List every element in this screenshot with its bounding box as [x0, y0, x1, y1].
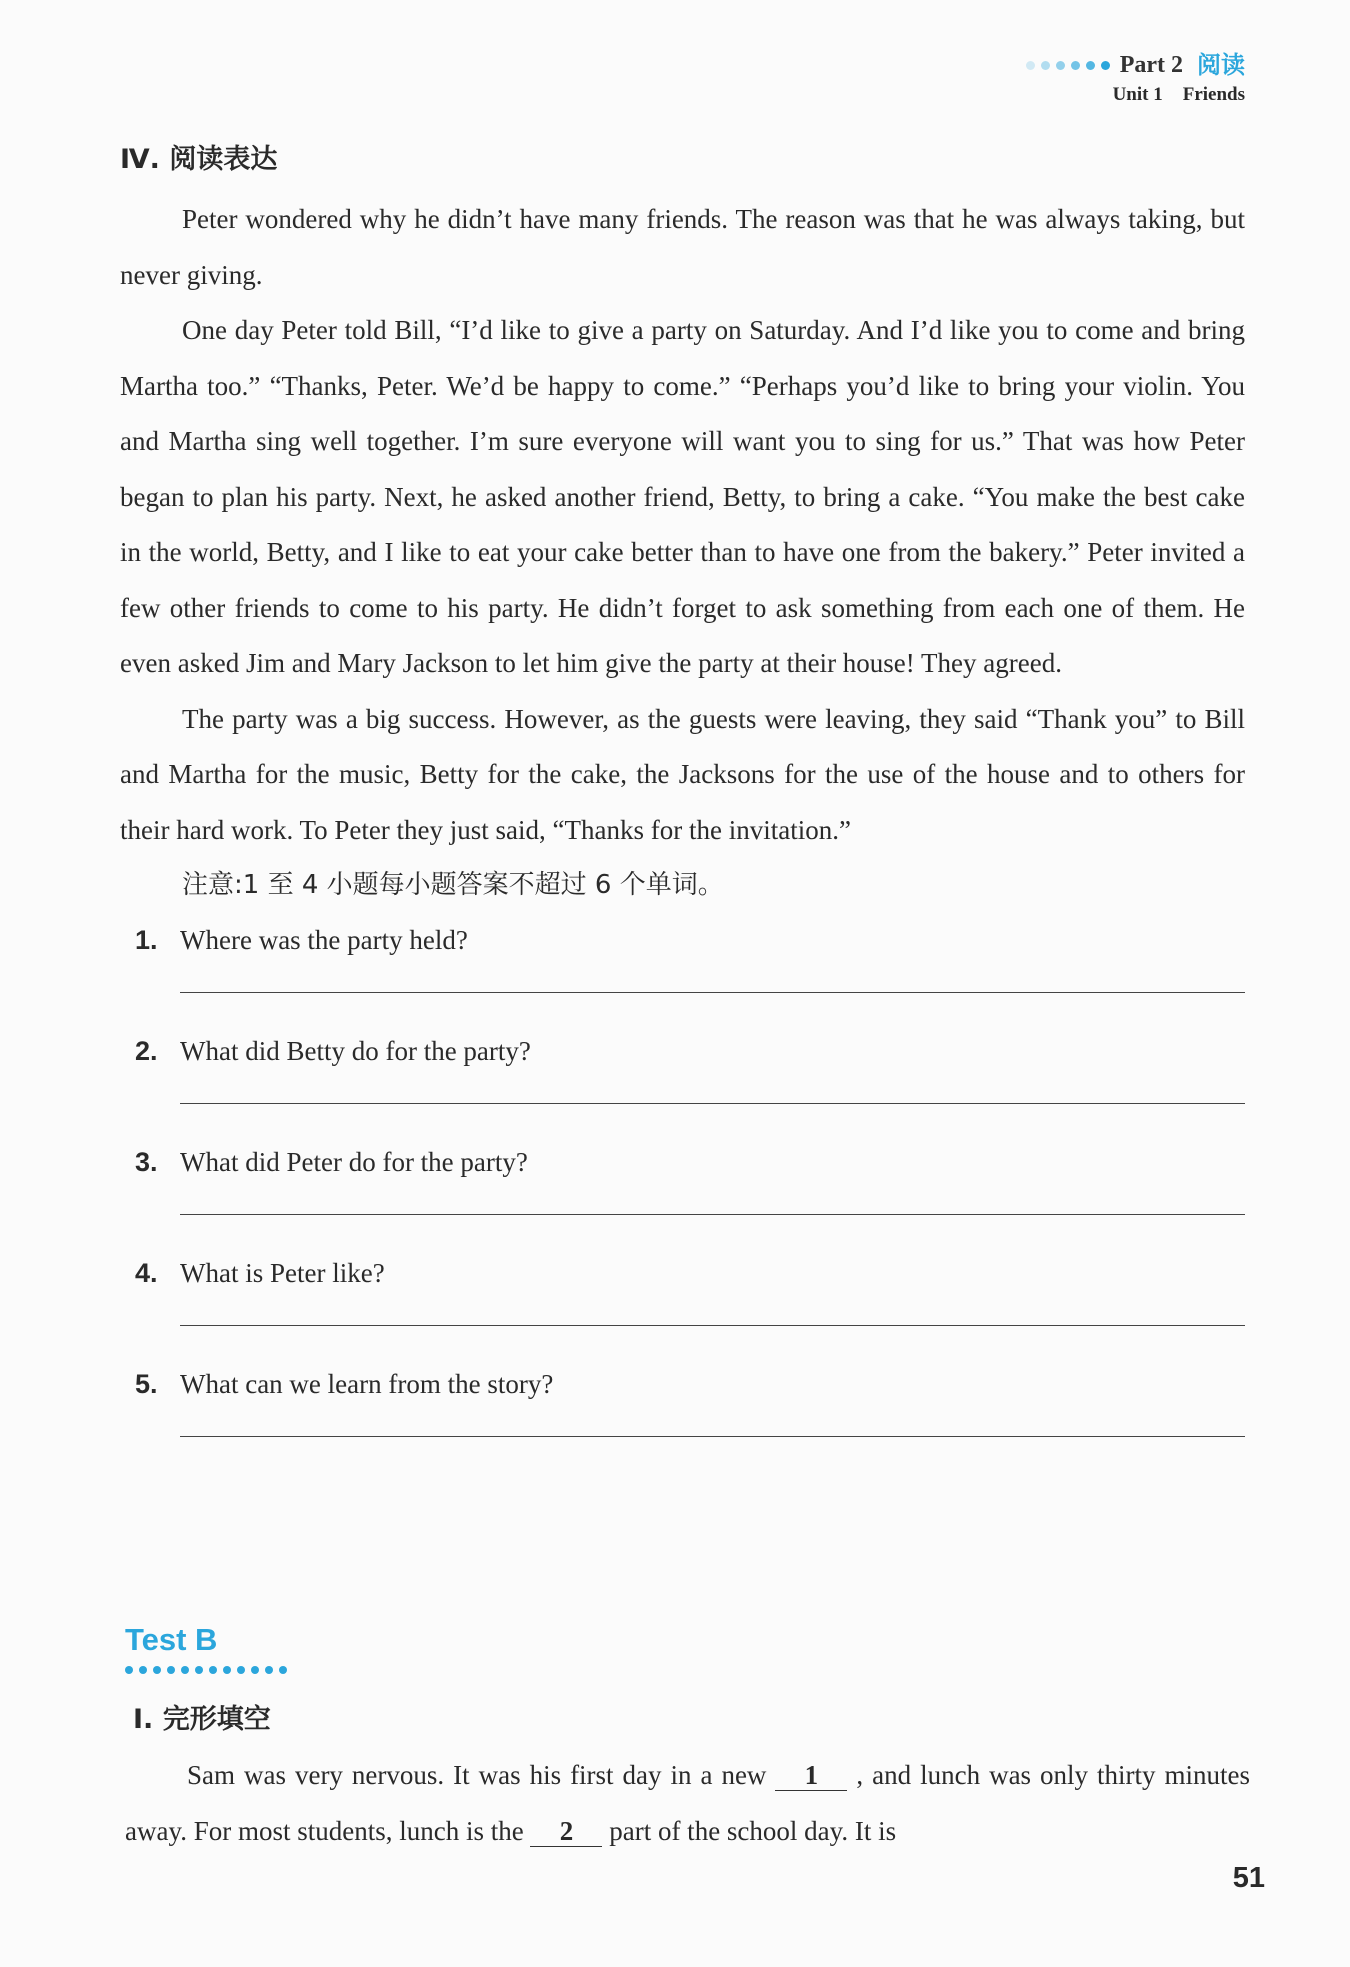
passage-paragraph-1: Peter wondered why he didn’t have many friends. The reason was that he was always taking, but never giving.	[120, 204, 1245, 290]
question-number: 3.	[135, 1147, 158, 1177]
question-text: Where was the party held?	[180, 925, 468, 955]
cloze-text-2: , and lunch was only thirty minutes away. For most students, lunch is the	[125, 1760, 1250, 1846]
question-number: 2.	[135, 1036, 158, 1066]
question-number: 4.	[135, 1258, 158, 1288]
answer-line-1[interactable]	[180, 992, 1245, 993]
question-1	[120, 913, 1245, 1024]
question-text: What did Betty do for the party?	[180, 1036, 531, 1066]
question-text: What is Peter like?	[180, 1258, 385, 1288]
answer-line-3[interactable]	[180, 1214, 1245, 1215]
section-reading-expression	[120, 140, 1245, 1468]
section-cloze	[125, 1700, 1250, 1859]
question-text: What can we learn from the story?	[180, 1369, 554, 1399]
header-unit: Unit 1	[1112, 84, 1163, 105]
header-unit-title: Friends	[1182, 84, 1245, 105]
passage-paragraph-3: The party was a big success. However, as the guests were leaving, they said “Thank you” to Bill and Martha for the music, Betty for the cake, the Jacksons for the use of the house and to others for their hard work. To Peter they just said, “Thanks for the invitation.”	[120, 703, 1245, 845]
question-text: What did Peter do for the party?	[180, 1147, 528, 1177]
answer-line-2[interactable]	[180, 1103, 1245, 1104]
answer-note: 注意:1 至 4 小题每小题答案不超过 6 个单词。	[182, 870, 724, 900]
test-b-title: Test B	[125, 1622, 218, 1657]
question-5	[120, 1357, 1245, 1468]
question-number: 1.	[135, 925, 158, 955]
page-header	[1026, 50, 1245, 106]
cloze-text-3: part of the school day. It is	[609, 1815, 897, 1846]
test-b-dots-decoration	[125, 1666, 287, 1674]
answer-line-5[interactable]	[180, 1436, 1245, 1437]
question-4	[120, 1246, 1245, 1357]
test-b-heading	[125, 1620, 287, 1674]
question-number: 5.	[135, 1369, 158, 1399]
cloze-blank-2[interactable]: 2	[530, 1816, 602, 1847]
answer-line-4[interactable]	[180, 1325, 1245, 1326]
cloze-text-1: Sam was very nervous. It was his first day in a new	[187, 1760, 767, 1790]
question-2	[120, 1024, 1245, 1135]
question-3	[120, 1135, 1245, 1246]
page-number: 51	[1232, 1862, 1265, 1894]
cloze-section-title: Ⅰ. 完形填空	[133, 1704, 271, 1735]
passage-paragraph-2: One day Peter told Bill, “I’d like to give a party on Saturday. And I’d like you to come and bring Martha too.” “Thanks, Peter. We’d be happy to come.” “Perhaps you’d like to bring your violin. You and Martha sing well together. I’m sure everyone will want you to sing for us.” That was how Peter began to plan his party. Next, he asked another friend, Betty, to bring a cake. “You make the best cake in the world, Betty, and I like to eat your cake better than to have one from the bakery.” Peter invited a few other friends to come to his party. He didn’t forget to ask something from each one of them. He even asked Jim and Mary Jackson to let him give the party at their house! They agreed.	[120, 315, 1245, 678]
header-part-cn: 阅读	[1197, 51, 1245, 79]
header-part: Part 2	[1119, 52, 1183, 78]
section-title: Ⅳ. 阅读表达	[120, 144, 278, 175]
header-dots-decoration	[1026, 61, 1110, 70]
cloze-paragraph	[125, 1748, 1250, 1859]
cloze-blank-1[interactable]: 1	[775, 1760, 847, 1791]
